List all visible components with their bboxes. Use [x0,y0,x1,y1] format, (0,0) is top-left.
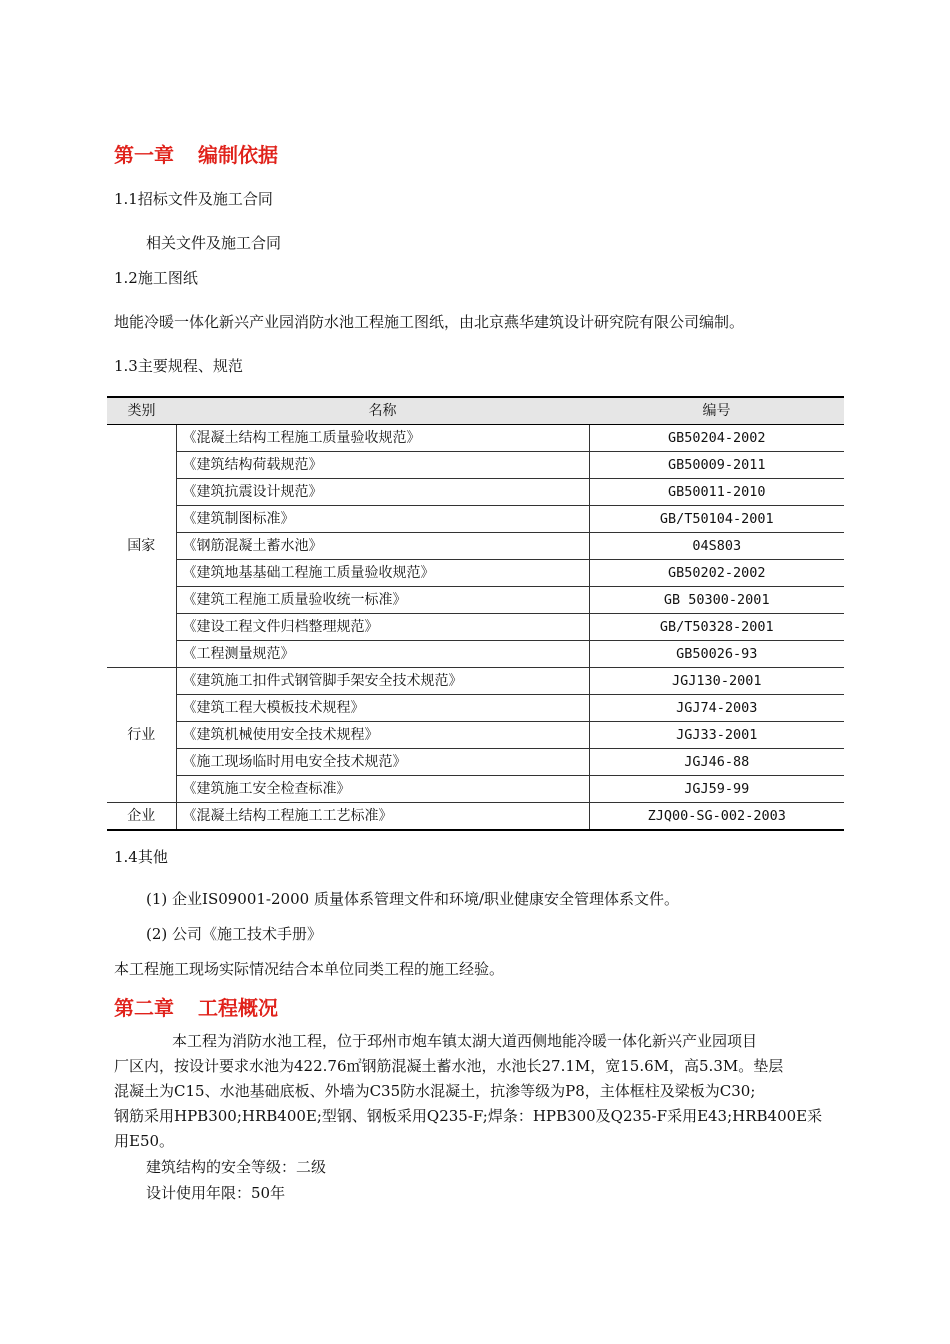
standard-code-cell: GB 50300-2001 [589,587,844,614]
standard-code-cell: JGJ59-99 [589,776,844,803]
section-1-3-heading: 1.3主要规程、规范 [114,357,243,375]
table-row [107,452,844,479]
chapter-2-heading [114,992,278,1021]
standard-code-cell: JGJ74-2003 [589,695,844,722]
table-row [107,533,844,560]
standard-code-cell: GB/T50328-2001 [589,614,844,641]
paragraph-line: 厂区内，按设计要求水池为422.76㎡钢筋混凝土蓄水池，水池长27.1M，宽15.6M，高5.3M。垫层 [114,1057,784,1075]
header-name: 名称 [176,397,589,425]
section-1-1-body: 相关文件及施工合同 [146,234,282,252]
standard-name-cell: 《建筑抗震设计规范》 [176,479,589,506]
table-row [107,803,844,831]
header-category: 类别 [107,397,176,425]
standard-code-cell: JGJ46-88 [589,749,844,776]
standard-name-cell: 《建筑工程施工质量验收统一标准》 [176,587,589,614]
standard-name-cell: 《工程测量规范》 [176,641,589,668]
chapter-2-title: 工程概况 [198,996,278,1020]
section-1-1-heading: 1.1招标文件及施工合同 [114,190,273,208]
standard-name-cell: 《建筑制图标准》 [176,506,589,533]
section-1-2-body: 地能冷暖一体化新兴产业园消防水池工程施工图纸，由北京燕华建筑设计研究院有限公司编制。 [114,313,745,331]
standard-code-cell: GB50204-2002 [589,425,844,452]
table-row [107,668,844,695]
project-overview-paragraph [114,1029,822,1154]
category-cell: 企业 [107,803,176,831]
chapter-1-title: 编制依据 [198,143,278,167]
standard-code-cell: GB/T50104-2001 [589,506,844,533]
standards-table [107,396,844,831]
design-life: 设计使用年限：50年 [146,1184,286,1202]
paragraph-line: 用E50。 [114,1132,175,1150]
standard-name-cell: 《建筑机械使用安全技术规程》 [176,722,589,749]
standard-code-cell: JGJ130-2001 [589,668,844,695]
section-1-4-item-1: (1) 企业IS09001-2000 质量体系管理文件和环境/职业健康安全管理体系文件。 [146,890,680,908]
standard-name-cell: 《钢筋混凝土蓄水池》 [176,533,589,560]
standard-name-cell: 《施工现场临时用电安全技术规范》 [176,749,589,776]
table-header-row [107,397,844,425]
standard-code-cell: GB50009-2011 [589,452,844,479]
standard-name-cell: 《建筑施工扣件式钢管脚手架安全技术规范》 [176,668,589,695]
table-row [107,479,844,506]
standard-code-cell: GB50202-2002 [589,560,844,587]
standard-code-cell: GB50011-2010 [589,479,844,506]
paragraph-line: 本工程为消防水池工程，位于邳州市炮车镇太湖大道西侧地能冷暖一体化新兴产业园项目 [172,1032,758,1050]
table-row [107,641,844,668]
chapter-2-number: 第二章 [114,996,174,1020]
standard-name-cell: 《建筑结构荷载规范》 [176,452,589,479]
table-row [107,695,844,722]
safety-grade: 建筑结构的安全等级：二级 [146,1158,327,1176]
standard-code-cell: ZJQ00-SG-002-2003 [589,803,844,831]
section-1-4-item-2: (2) 公司《施工技术手册》 [146,925,323,943]
table-row [107,614,844,641]
chapter-1-heading [114,139,278,168]
table-row [107,560,844,587]
header-code: 编号 [589,397,844,425]
chapter-1-number: 第一章 [114,143,174,167]
table-row [107,749,844,776]
standard-code-cell: GB50026-93 [589,641,844,668]
standard-name-cell: 《建设工程文件归档整理规范》 [176,614,589,641]
table-row [107,506,844,533]
category-cell: 行业 [107,668,176,803]
paragraph-line: 混凝土为C15、水池基础底板、外墙为C35防水混凝土，抗渗等级为P8，主体框柱及梁板为C30; [114,1082,756,1100]
table-row [107,425,844,452]
section-1-2-heading: 1.2施工图纸 [114,269,198,287]
standard-name-cell: 《混凝土结构工程施工工艺标准》 [176,803,589,831]
standard-code-cell: 04S803 [589,533,844,560]
category-cell: 国家 [107,425,176,668]
table-body [107,425,844,831]
table-row [107,587,844,614]
paragraph-line: 钢筋采用HPB300;HRB400E;型钢、钢板采用Q235-F;焊条：HPB300及Q235-F采用E43;HRB400E采 [114,1107,823,1125]
table-row [107,776,844,803]
standard-name-cell: 《混凝土结构工程施工质量验收规范》 [176,425,589,452]
section-1-4-heading: 1.4其他 [114,848,168,866]
standard-code-cell: JGJ33-2001 [589,722,844,749]
section-1-4-body: 本工程施工现场实际情况结合本单位同类工程的施工经验。 [114,960,505,978]
table-row [107,722,844,749]
standard-name-cell: 《建筑施工安全检查标准》 [176,776,589,803]
standard-name-cell: 《建筑地基基础工程施工质量验收规范》 [176,560,589,587]
standard-name-cell: 《建筑工程大模板技术规程》 [176,695,589,722]
